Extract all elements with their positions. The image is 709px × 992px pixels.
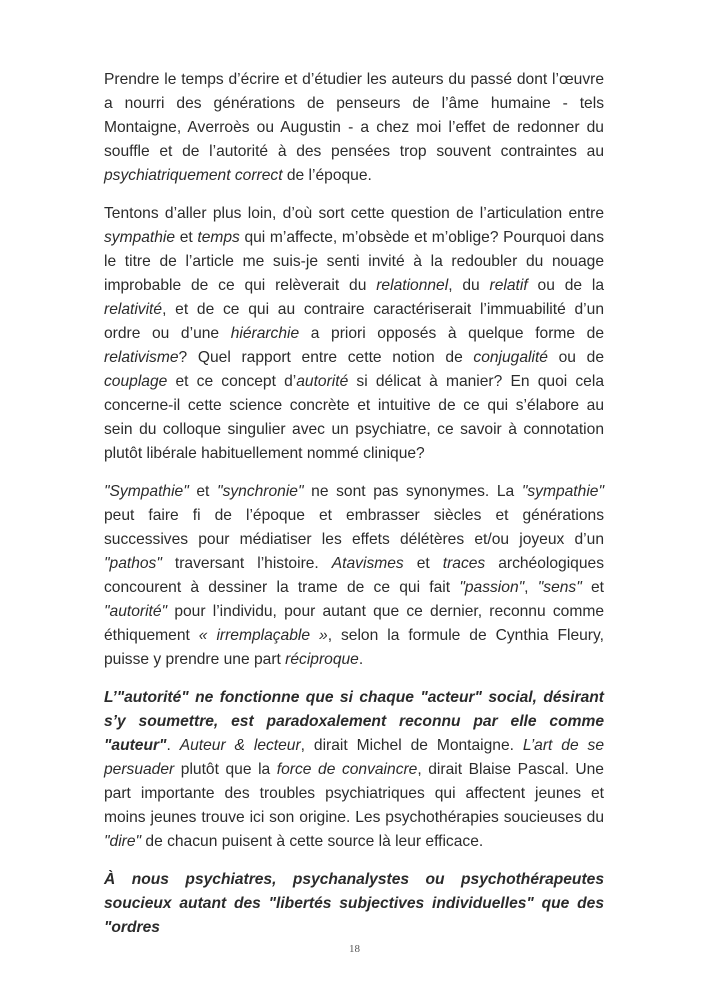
text-segment: pour l’individu, pour autant que ce dernier, reconnu comme éthiquement	[104, 603, 604, 644]
text-segment: relationnel	[376, 277, 449, 294]
text-segment: "passion"	[459, 579, 525, 596]
text-segment: et	[188, 483, 218, 500]
text-segment: "dire"	[104, 833, 142, 850]
text-segment: "pathos"	[104, 555, 162, 572]
text-segment: de l’époque.	[282, 167, 372, 184]
text-segment: , selon la formule de Cynthia Fleury, puisse y prendre une part	[104, 627, 604, 668]
text-segment: Tentons d’aller plus loin, d’où sort cette question de l’articulation entre	[104, 205, 604, 222]
text-segment: et	[403, 555, 443, 572]
text-segment: traces	[442, 555, 486, 572]
text-segment: ne sont pas synonymes. La	[303, 483, 522, 500]
text-segment: a priori opposés à quelque forme de	[299, 325, 604, 342]
text-segment: si délicat à manier? En quoi cela concerne-il cette science concrète et intuitive de ce qui s’élabore au sein du colloque singulier avec un psychiatre, ce savoir à connotation plutôt libérale habituellement nommé clinique?	[104, 373, 604, 462]
text-segment: traversant l’histoire.	[161, 555, 332, 572]
text-segment: ou de	[547, 349, 604, 366]
text-segment: réciproque	[285, 651, 359, 668]
text-segment: .	[166, 737, 180, 754]
text-segment: L’"autorité" ne fonctionne que si chaque "acteur" social, désirant s’y soumettre, est paradoxalement reconnu par elle comme "auteur"	[104, 689, 604, 754]
paragraph-4	[104, 686, 604, 854]
page-number: 18	[349, 943, 360, 955]
text-segment: peut faire fi de l’époque et embrasser siècles et générations successives pour médiatiser les effets délétères et/ou joyeux d’un	[104, 507, 604, 548]
text-segment: À nous psychiatres, psychanalystes ou psychothérapeutes soucieux autant des "libertés subjectives individuelles" que des "ordres	[104, 871, 604, 936]
text-segment: sympathie	[104, 229, 176, 246]
text-segment: ? Quel rapport entre cette notion de	[178, 349, 474, 366]
text-segment: et	[581, 579, 604, 596]
text-segment: relatif	[489, 277, 528, 294]
text-segment: .	[358, 651, 364, 668]
text-segment: , dirait Michel de Montaigne.	[300, 737, 523, 754]
text-segment: "autorité"	[104, 603, 168, 620]
text-segment: qui m’affecte, m’obsède et m’oblige? Pourquoi dans le titre de l’article me suis-je senti invité à la redoubler du nouage improbable de ce qui relèverait du	[104, 229, 604, 294]
text-segment: ou de la	[527, 277, 605, 294]
text-segment: temps	[197, 229, 240, 246]
text-segment: "sens"	[537, 579, 582, 596]
text-segment: ,	[524, 579, 538, 596]
text-segment: et ce concept d’	[167, 373, 297, 390]
paragraph-3	[104, 480, 604, 672]
paragraph-1	[104, 68, 604, 188]
text-segment: , et de ce qui au contraire caractériserait l’immuabilité d’un ordre ou d’une	[104, 301, 604, 342]
text-segment: de chacun puisent à cette source là leur efficace.	[141, 833, 484, 850]
text-segment: "sympathie"	[521, 483, 604, 500]
text-segment: "Sympathie"	[104, 483, 189, 500]
text-segment: force de convaincre	[276, 761, 418, 778]
text-segment: relativisme	[104, 349, 179, 366]
text-segment: Prendre le temps d’écrire et d’étudier les auteurs du passé dont l’œuvre a nourri des générations de penseurs de l’âme humaine - tels Montaigne, Averroès ou Augustin - a chez moi l’effet de redonner du souffle et de l’autorité à des pensées trop souvent contraintes au	[104, 71, 604, 160]
text-segment: Auteur & lecteur	[179, 737, 301, 754]
text-segment: et	[175, 229, 198, 246]
text-segment: archéologiques concourent à dessiner la trame de ce qui fait	[104, 555, 604, 596]
text-segment: plutôt que la	[174, 761, 277, 778]
text-segment: autorité	[296, 373, 349, 390]
paragraph-2	[104, 202, 604, 466]
text-segment: hiérarchie	[230, 325, 300, 342]
text-segment: L’art de se persuader	[104, 737, 604, 778]
text-segment: conjugalité	[473, 349, 548, 366]
paragraph-5	[104, 868, 604, 940]
text-segment: psychiatriquement correct	[104, 167, 283, 184]
text-segment: couplage	[104, 373, 168, 390]
text-segment: Atavismes	[331, 555, 404, 572]
document-body	[104, 68, 604, 954]
text-segment: , du	[448, 277, 490, 294]
text-segment: , dirait Blaise Pascal. Une part importante des troubles psychiatriques qui affectent jeunes et moins jeunes trouve ici son origine. Les psychothérapies soucieuses du	[104, 761, 604, 826]
text-segment: relativité	[104, 301, 163, 318]
text-segment: "synchronie"	[217, 483, 304, 500]
text-segment: « irremplaçable »	[198, 627, 328, 644]
